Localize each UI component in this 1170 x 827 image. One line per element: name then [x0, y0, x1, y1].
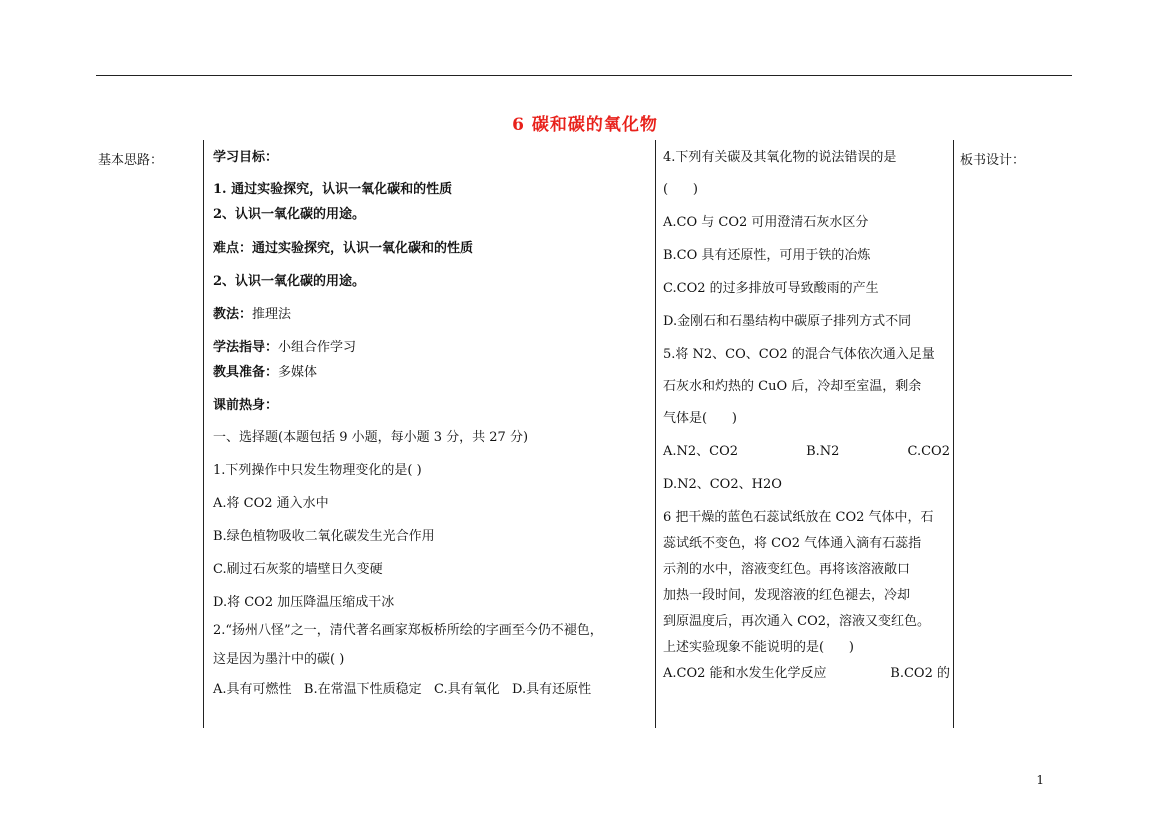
teaching-tools-value: 多媒体 — [278, 365, 318, 380]
question-4-line-2: ( ) — [663, 182, 698, 197]
teaching-method-label: 教法： — [213, 307, 253, 322]
question-6-line-3: 示剂的水中，溶液变红色。再将该溶液敞口 — [663, 562, 911, 577]
column-divider — [203, 140, 204, 728]
teaching-tools-label: 教具准备： — [213, 365, 279, 380]
teaching-method-value: 推理法 — [252, 307, 292, 322]
question-2-options: A.具有可燃性 B.在常温下性质稳定 C.具有氧化 D.具有还原性 — [213, 682, 592, 697]
question-4-option-a: A.CO 与 CO2 可用澄清石灰水区分 — [663, 215, 869, 230]
goal-2: 2、认识一氧化碳的用途。 — [213, 207, 366, 222]
question-1-option-c: C.刷过石灰浆的墙壁日久变硬 — [213, 562, 383, 577]
difficulty-2: 2、认识一氧化碳的用途。 — [213, 274, 366, 289]
exercise-column — [663, 142, 950, 684]
question-5-option-a: A.N2、CO2 — [663, 444, 739, 459]
question-1: 1.下列操作中只发生物理变化的是( ) — [213, 463, 422, 478]
page-number: 1 — [1036, 773, 1044, 787]
question-5-option-b: B.N2 — [806, 444, 840, 459]
question-4-option-b: B.CO 具有还原性，可用于铁的冶炼 — [663, 248, 871, 263]
question-4-option-c: C.CO2 的过多排放可导致酸雨的产生 — [663, 281, 879, 296]
question-6-line-4: 加热一段时间，发现溶液的红色褪去，冷却 — [663, 588, 911, 603]
question-1-option-a: A.将 CO2 通入水中 — [213, 496, 329, 511]
question-6-line-5: 到原温度后，再次通入 CO2，溶液又变红色。 — [663, 614, 931, 629]
question-5-option-d: D.N2、CO2、H2O — [663, 477, 782, 492]
warmup-heading: 课前热身： — [213, 398, 279, 413]
teaching-method — [213, 305, 653, 325]
column-divider — [953, 140, 954, 728]
question-2-line-2: 这是因为墨汁中的碳( ) — [213, 652, 345, 667]
question-5-line-3: 气体是( ) — [663, 411, 737, 426]
question-5-option-c: C.CO2 — [907, 444, 950, 459]
question-4-line-1: 4.下列有关碳及其氧化物的说法错误的是 — [663, 150, 897, 165]
question-1-option-b: B.绿色植物吸收二氧化碳发生光合作用 — [213, 529, 435, 544]
section-heading: 一、选择题(本题包括 9 小题，每小题 3 分，共 27 分) — [213, 430, 529, 445]
question-1-option-d: D.将 CO2 加压降温压缩成干冰 — [213, 595, 395, 610]
teaching-tools — [213, 363, 653, 383]
basic-idea-label: 基本思路： — [98, 153, 164, 168]
question-6-line-6: 上述实验现象不能说明的是( ) — [663, 640, 854, 655]
study-guidance-value: 小组合作学习 — [278, 340, 357, 355]
board-design-label: 板书设计： — [960, 153, 1026, 168]
question-6-line-2: 蕊试纸不变色，将 CO2 气体通入滴有石蕊指 — [663, 536, 922, 551]
question-6-line-1: 6 把干燥的蓝色石蕊试纸放在 CO2 气体中，石 — [663, 510, 934, 525]
header-rule — [96, 75, 1072, 76]
question-2-line-1: 2.“扬州八怪”之一，清代著名画家郑板桥所绘的字画至今仍不褪色， — [213, 623, 603, 638]
column-divider — [655, 140, 656, 728]
question-6-option-a: A.CO2 能和水发生化学反应 — [663, 666, 827, 681]
question-5-line-2: 石灰水和灼热的 CuO 后，冷却至室温，剩余 — [663, 379, 922, 394]
goals-heading: 学习目标： — [213, 150, 279, 165]
study-guidance — [213, 338, 653, 358]
study-guidance-label: 学法指导： — [213, 340, 279, 355]
document-title: 6 碳和碳的氧化物 — [512, 115, 658, 135]
question-6-options — [663, 664, 950, 684]
goal-1: 1. 通过实验探究，认识一氧化碳和的性质 — [213, 182, 453, 197]
lesson-plan-column — [213, 142, 653, 700]
question-6-option-b: B.CO2 的 — [890, 666, 950, 681]
question-4-option-d: D.金刚石和石墨结构中碳原子排列方式不同 — [663, 314, 912, 329]
difficulty: 难点：通过实验探究，认识一氧化碳和的性质 — [213, 241, 474, 256]
question-5-options — [663, 442, 950, 462]
question-5-line-1: 5.将 N2、CO、CO2 的混合气体依次通入足量 — [663, 347, 935, 362]
